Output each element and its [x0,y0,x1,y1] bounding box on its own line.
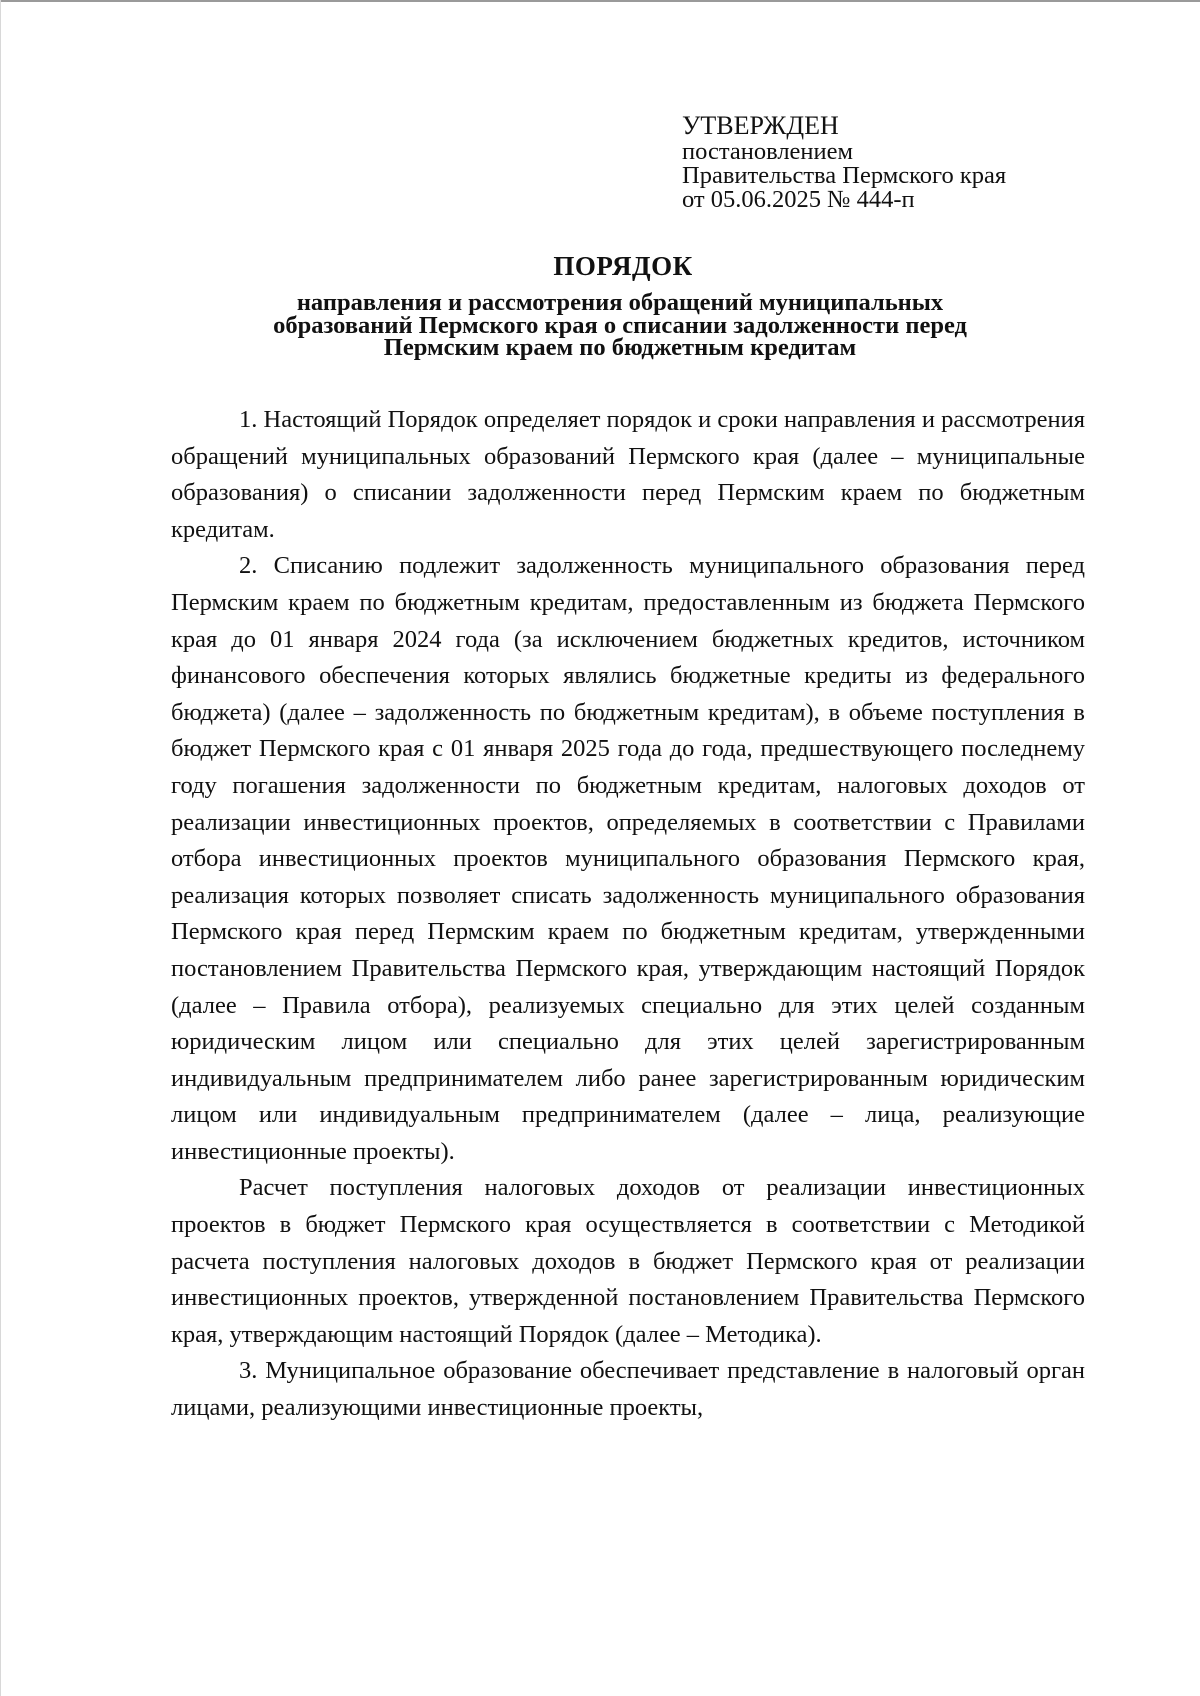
subtitle-line: образований Пермского края о списании задолженности перед [273,311,967,339]
approval-line: Правительства Пермского края [682,162,1007,189]
paragraph: 2. Списанию подлежит задолженность муниципального образования перед Пермским краем по бюджетным кредитам, предоставленным из бюджета Пермского края до 01 января 2024 года (за исключением бюджетных кредитов, источником финансового обеспечения которых являлись бюджетные кредиты из федерального бюджета) (далее – задолженность по бюджетным кредитам), в объеме поступления в бюджет Пермского края с 01 января 2025 года до года, предшествующего последнему году погашения задолженности по бюджетным кредитам, налоговых доходов от реализации инвестиционных проектов, определяемых в соответствии с Правилами отбора инвестиционных проектов муниципального образования Пермского края, реализация которых позволяет списать задолженность муниципального образования Пермского края перед Пермским краем по бюджетным кредитам, утвержденными постановлением Правительства Пермского края, утверждающим настоящий Порядок (далее – Правила отбора), реализуемых специально для этих целей созданным юридическим лицом или специально для этих целей зарегистрированным индивидуальным предпринимателем либо ранее зарегистрированным юридическим лицом или индивидуальным предпринимателем (далее – лица, реализующие инвестиционные проекты). [171,552,1085,1165]
paragraph: Расчет поступления налоговых доходов от реализации инвестиционных проектов в бюджет Пермского края осуществляется в соответствии с Методикой расчета поступления налоговых доходов в бюджет Пермского края от реализации инвестиционных проектов, утвержденной постановлением Правительства Пермского края, утверждающим настоящий Порядок (далее – Методика). [171,1174,1085,1348]
paragraph: 1. Настоящий Порядок определяет порядок и сроки направления и рассмотрения обращений муниципальных образований Пермского края (далее – муниципальные образования) о списании задолженности перед Пермским краем по бюджетным кредитам. [171,406,1085,543]
approval-line: постановлением [682,138,854,165]
approval-line: от 05.06.2025 № 444-п [682,186,915,213]
document-title: ПОРЯДОК [553,251,693,281]
paragraph: 3. Муниципальное образование обеспечивает представление в налоговый орган лицами, реализующими инвестиционные проекты, [171,1357,1085,1422]
document-body [171,402,1085,1427]
approval-heading: УТВЕРЖДЕН [682,111,839,140]
subtitle-line: Пермским краем по бюджетным кредитам [383,334,857,361]
scan-border-top [0,0,1200,2]
document-subtitle [150,289,1090,361]
approval-stamp-block [682,112,1006,212]
subtitle-line: направления и рассмотрения обращений муниципальных [296,289,944,316]
